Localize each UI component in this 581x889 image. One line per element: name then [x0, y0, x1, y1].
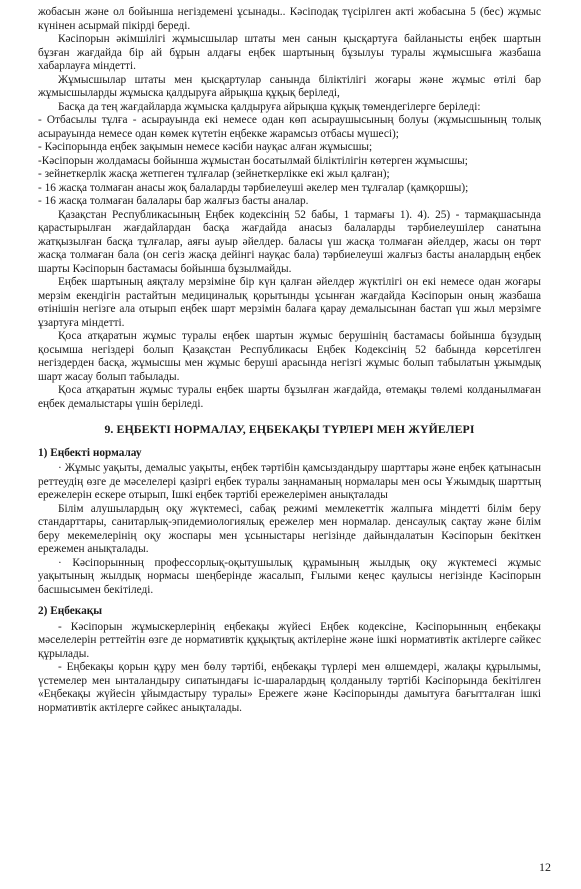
- section-heading: 9. ЕҢБЕКТІ НОРМАЛАУ, ЕҢБЕКАҚЫ ТҮРЛЕРІ МЕН ЖҮЙЕЛЕРІ: [104, 422, 475, 436]
- list-item: - 16 жасқа толмаған балалары бар жалғыз басты аналар.: [38, 195, 309, 207]
- list-item: - Кәсіпорында еңбек зақымын немесе кәсіби науқас алған жұмысшы;: [38, 141, 373, 153]
- paragraph: Қоса атқаратын жұмыс туралы еңбек шартын жұмыс берушінің бастамасы бойынша бұзудың қосымша негіздері болып Қазақстан Республикасы Еңбек Кодексінің 52 бабында көрсетілген негіздерден басқа, жұмысшы мен жұмыс беруші арасында негізгі жұмыс болып табылатын ұжымдық шарт жасау болып табылады.: [38, 330, 541, 383]
- paragraph: Басқа да тең жағдайларда жұмыска қалдыруға айрықша құқық төмендегілерге беріледі:: [58, 100, 481, 113]
- subsection-title: 2) Еңбекақы: [38, 605, 103, 617]
- paragraph: - Кәсіпорын жұмыскерлерінің еңбекақы жүйесі Еңбек кодексіне, Кәсіпорынның еңбекақы мәселелерін реттейтін өзге де нормативтік құқықтық актілеріне және ішкі нормативтік актілерге сәйкес құрылады.: [38, 620, 541, 660]
- paragraph: Қоса атқаратын жұмыс туралы еңбек шарты бұзылған жағдайда, өтемақы төлемі колданылмаған еңбек демалыстары үшін беріледі.: [38, 384, 541, 410]
- document-body: [38, 6, 541, 715]
- paragraph: Білім алушылардың оқу жүктемесі, сабақ режимі мемлекеттік жалпыға міндетті білім беру стандарттары, санитарлық-эпидемиологиялық ережелер мен нормалар. денсаулық сақтау және білім беру мекемелерінің оқу жоспары мен ұсыныстары негізінде дайындалатын Кәсіпорын бекіткен ережемен анықталады.: [38, 502, 541, 555]
- paragraph: · Жұмыс уақыты, демалыс уақыты, еңбек тәртібін қамсыздандыру шарттары және еңбек қатынасын реттеудің өзге де мәселелері қазіргі еңбек туралы заңнаманың нормалары мен осы Ұжымдық шарттың ережелерін ескере отырып, Ішкі еңбек тәртібі ережелерімен анықталады: [38, 462, 541, 501]
- paragraph: · Кәсіпорынның профессорлық-оқытушылық құрамының жылдық оқу жүктемесі жұмыс уақытының жылдық нормасы шеңберінде жасалып, Ғылыми кеңес қаулысы негізінде Кәсіпорын басшысымен бекітіледі.: [38, 556, 541, 596]
- list-item: - зейнеткерлік жасқа жетпеген тұлғалар (зейнеткерлікке екі жыл қалған);: [38, 168, 390, 180]
- paragraph: Кәсіпорын әкімшілігі жұмысшылар штаты мен санын қысқартуға байланысты еңбек шартын бұзған жағдайда бір ай бұрын алдағы еңбек шартының бұзылуы туралы жұмысшыға жазбаша хабарлауға міндетті.: [38, 33, 541, 72]
- paragraph: Еңбек шартының аяқталу мерзіміне бір күн қалған әйелдер жүктілігі он екі немесе одан жоғары мерзім екендігін растайтын медициналық қорытынды ұсынған жағдайда Кәсіпорын оның жазбаша өтінішін негізге ала отырып еңбек шарт мерзімін балаға қарау демалысынан бастап үш жыл мерзімге ұзартуға міндетті.: [38, 276, 541, 329]
- list-item: - Отбасылы тұлға - асырауында екі немесе одан көп асыраушысының болуы (жұмысшының толық асырауында немесе одан көмек күтетін еңбекке жарамсыз отбасы мүшесі);: [38, 114, 541, 140]
- list-item: -Кәсіпорын жолдамасы бойынша жұмыстан босатылмай біліктілігін көтерген жұмысшы;: [38, 154, 468, 167]
- list-item: - 16 жасқа толмаған анасы жоқ балаларды тәрбиелеуші әкелер мен тұлғалар (қамқоршы);: [38, 181, 469, 194]
- page-number: 12: [539, 860, 551, 874]
- paragraph: Жұмысшылар штаты мен қысқартулар санында біліктілігі жоғары және жұмыс өтілі бар жұмысшыларды жұмыска қалдыруға айрықша құқық беріледі,: [38, 73, 541, 99]
- subsection-title: 1) Еңбекті нормалау: [38, 446, 142, 459]
- paragraph: - Еңбекақы қорын құру мен бөлу тәртібі, еңбекақы түрлері мен өлшемдері, жалақы құрылымы, үстемелер мен ынталандыру сипатындағы іс-шаралардың қолданылу тәртібі Кәсіпорында бекітілген «Еңбекақы жүйесін ұйымдастыру туралы» Ережеге және Кәсіпорынды дамытуға бағытталған ішкі нормативтік актілерге сәйкес анықталады.: [38, 661, 541, 714]
- paragraph: жобасын және ол бойынша негіздемені ұсынады.. Кәсіподақ түсірілген акті жобасына 5 (бес) жұмыс күнінен асырмай пікірді береді.: [38, 6, 541, 32]
- priority-list: [38, 114, 541, 209]
- paragraph: Қазақстан Республикасының Еңбек кодексінің 52 бабы, 1 тармағы 1). 4). 25) - тармақшасында қарастырылған жағдайлардан басқа жағдайда анасыз балаларды тәрбиелеушілер санатына жатқызылған басқа тұлғалар, аяғы ауыр әйелдер. баласы үш жасқа толмаған әйелдер, жасы он төрт жасқа толмаған бала (он сегіз жасқа дейінгі науқас бала) тәрбиелеуші жалғыз басты аналардың еңбек шарты Кәсіпорын бастамасы бойынша бұзылмайды.: [38, 208, 541, 275]
